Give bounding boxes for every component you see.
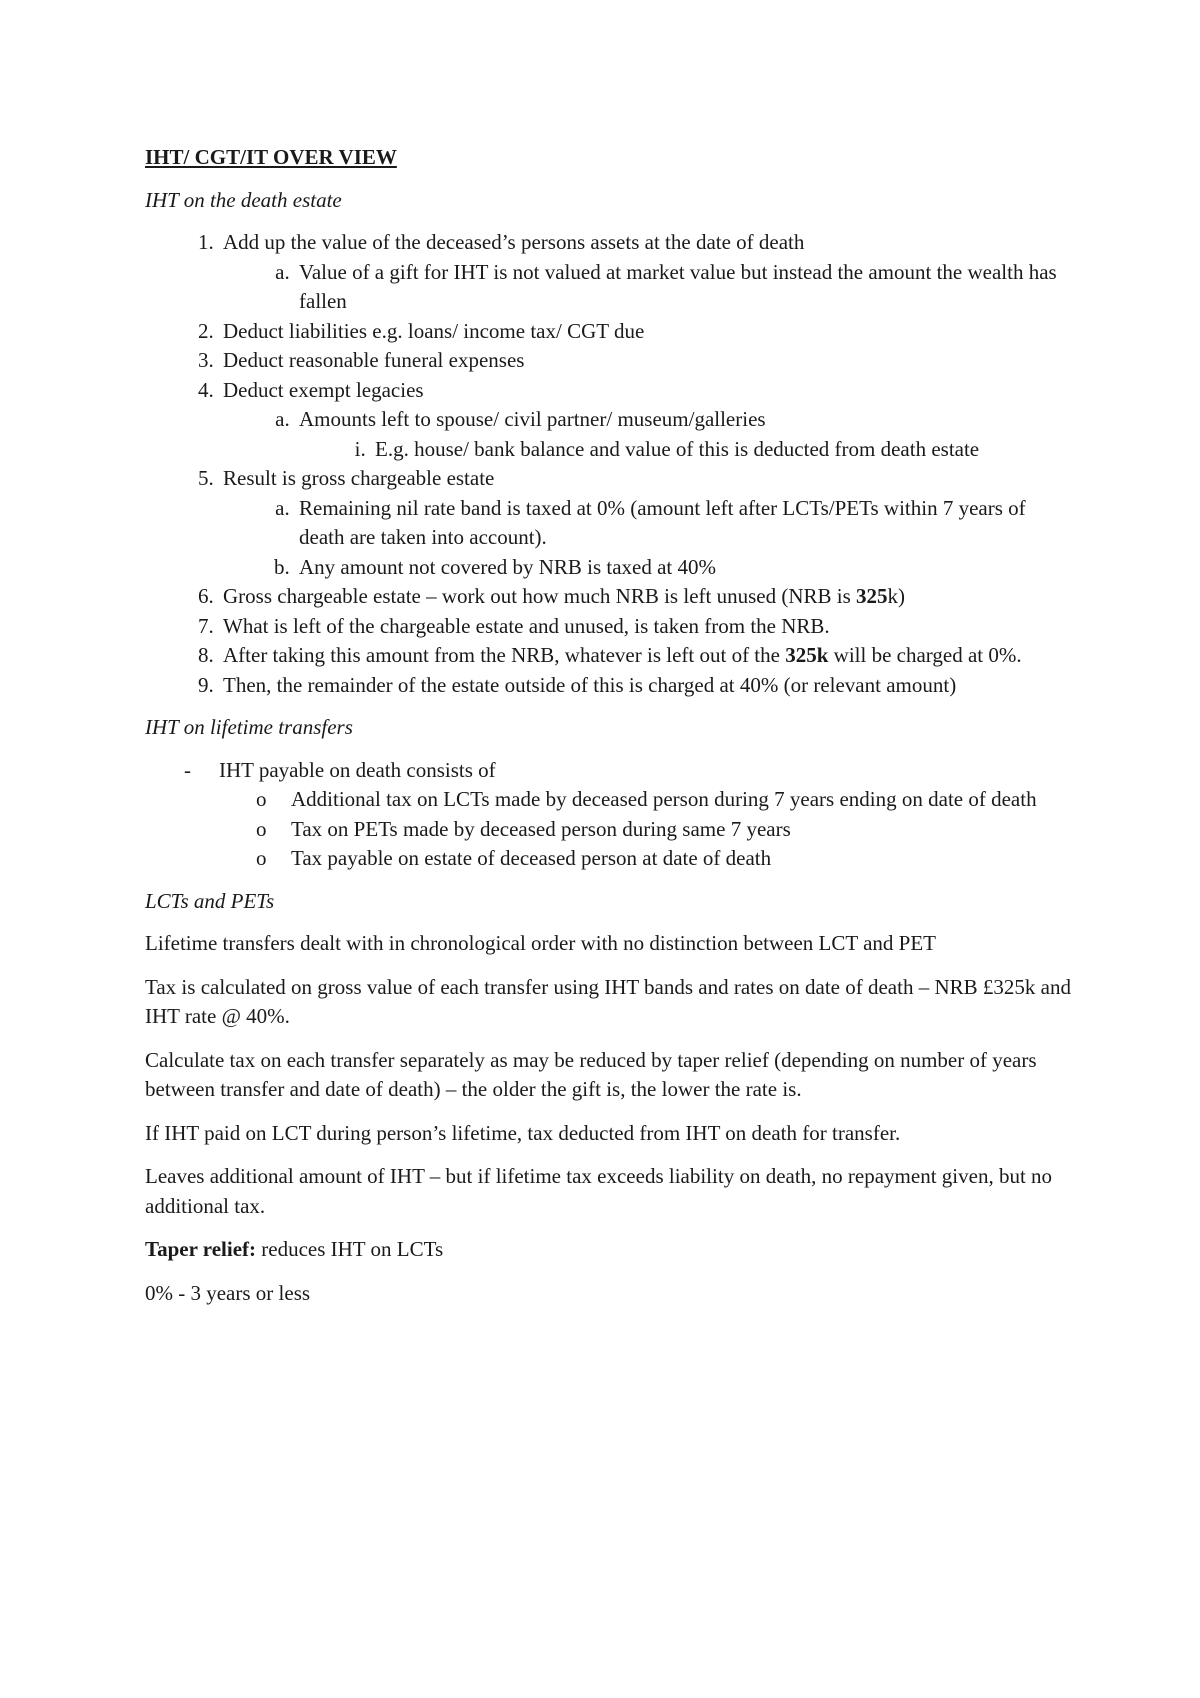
step-1-subpoints bbox=[223, 258, 1075, 317]
paragraph-additional-iht: Leaves additional amount of IHT – but if lifetime tax exceeds liability on death, no repayment given, but no additional tax. bbox=[145, 1164, 1053, 1218]
paragraph-taper-relief bbox=[145, 1235, 1075, 1265]
paragraph-gross-value: Tax is calculated on gross value of each transfer using IHT bands and rates on date of death – NRB £325k and IHT rate @ 40%. bbox=[145, 974, 1071, 1028]
step-8-text-end: will be charged at 0%. bbox=[828, 643, 1022, 667]
circle-bullet: o bbox=[256, 846, 267, 870]
step-8-nrb-amount: 325k bbox=[785, 643, 829, 667]
dash-bullet: - bbox=[184, 757, 191, 782]
step-2: 2. Deduct liabilities e.g. loans/ income tax/ CGT due bbox=[219, 317, 1075, 347]
lifetime-subitems bbox=[219, 785, 1075, 874]
step-4a-text: Amounts left to spouse/ civil partner/ museum/galleries bbox=[299, 407, 766, 431]
step-5-subpoints bbox=[223, 494, 1075, 583]
lifetime-subitem-2 bbox=[256, 815, 1075, 845]
step-7: 7. What is left of the chargeable estate and unused, is taken from the NRB. bbox=[219, 612, 1075, 642]
death-estate-steps bbox=[145, 228, 1075, 700]
paragraph-taper-rate-first: 0% - 3 years or less bbox=[145, 1280, 311, 1305]
paragraph-lifetime-iht-deduction: If IHT paid on LCT during person’s lifetime, tax deducted from IHT on death for transfer. bbox=[145, 1120, 901, 1145]
step-4-text: Deduct exempt legacies bbox=[223, 377, 424, 402]
step-8-text-start: After taking this amount from the NRB, whatever is left out of the bbox=[223, 643, 786, 667]
section-heading-death-estate: IHT on the death estate bbox=[145, 187, 342, 212]
step-3: 3. Deduct reasonable funeral expenses bbox=[219, 346, 1075, 376]
lifetime-subitem-1 bbox=[256, 785, 1075, 815]
section-heading-lcts-pets: LCTs and PETs bbox=[145, 888, 275, 913]
lifetime-item-1 bbox=[184, 756, 1075, 874]
lifetime-subitem-3 bbox=[256, 844, 1075, 874]
step-6 bbox=[219, 582, 1075, 612]
lifetime-item-1-text: IHT payable on death consists of bbox=[219, 757, 496, 782]
taper-relief-text: reduces IHT on LCTs bbox=[256, 1237, 444, 1261]
taper-relief-label: Taper relief: bbox=[145, 1237, 257, 1261]
step-6-text-start: Gross chargeable estate – work out how much NRB is left unused (NRB is bbox=[223, 584, 857, 608]
section-heading-lifetime-transfers: IHT on lifetime transfers bbox=[145, 715, 353, 739]
step-1 bbox=[219, 228, 1075, 317]
circle-bullet: o bbox=[256, 816, 267, 841]
step-1-text: Add up the value of the deceased’s persons assets at the date of death bbox=[223, 230, 805, 254]
lifetime-subitem-2-text: Tax on PETs made by deceased person during same 7 years bbox=[291, 816, 791, 841]
step-4a-subpoints bbox=[299, 435, 1075, 465]
document-title: IHT/ CGT/IT OVER VIEW bbox=[145, 145, 397, 169]
step-5b: b. Any amount not covered by NRB is taxed at 40% bbox=[295, 553, 1075, 583]
step-5-text: Result is gross chargeable estate bbox=[223, 466, 495, 490]
step-8 bbox=[219, 641, 1075, 671]
step-6-nrb-amount: 325 bbox=[856, 584, 888, 608]
lifetime-transfers-list bbox=[145, 756, 1075, 874]
paragraph-chronological-order: Lifetime transfers dealt with in chronological order with no distinction between LCT and PET bbox=[145, 931, 936, 955]
step-5a: a. Remaining nil rate band is taxed at 0% (amount left after LCTs/PETs within 7 years of death are taken into account). bbox=[295, 494, 1075, 553]
lifetime-subitem-3-text: Tax payable on estate of deceased person at date of death bbox=[291, 846, 772, 870]
step-4a bbox=[295, 405, 1075, 464]
step-9: 9. Then, the remainder of the estate outside of this is charged at 40% (or relevant amount) bbox=[219, 671, 1075, 701]
step-1a: a. Value of a gift for IHT is not valued at market value but instead the amount the wealth has fallen bbox=[295, 258, 1075, 317]
step-6-text-end: k) bbox=[887, 584, 906, 608]
step-4a-i: i. E.g. house/ bank balance and value of this is deducted from death estate bbox=[371, 435, 1075, 465]
document-body bbox=[145, 143, 1075, 1322]
step-4 bbox=[219, 376, 1075, 465]
step-5 bbox=[219, 464, 1075, 582]
step-4-subpoints bbox=[223, 405, 1075, 464]
paragraph-taper-calculation: Calculate tax on each transfer separately as may be reduced by taper relief (depending on number of years between transfer and date of death) – the older the gift is, the lower the rate is. bbox=[145, 1047, 1037, 1101]
lifetime-subitem-1-text: Additional tax on LCTs made by deceased person during 7 years ending on date of death bbox=[291, 787, 1037, 811]
circle-bullet: o bbox=[256, 787, 267, 811]
